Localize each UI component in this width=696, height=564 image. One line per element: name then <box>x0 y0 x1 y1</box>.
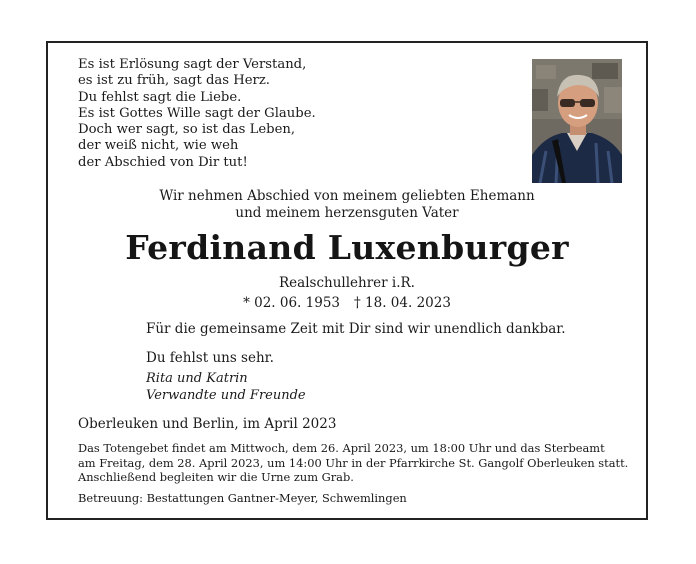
intro-line: und meinem herzensguten Vater <box>235 205 459 221</box>
poem-line: Es ist Erlösung sagt der Verstand, <box>78 57 307 72</box>
profession: Realschullehrer i.R. <box>279 275 415 291</box>
service-info <box>78 441 638 485</box>
service-line: Anschließend begleiten wir die Urne zum Grab. <box>78 470 354 484</box>
life-dates <box>48 295 646 311</box>
service-line: am Freitag, dem 28. April 2023, um 14:00 Uhr in der Pfarrkirche St. Gangolf Oberleuken statt. <box>78 455 629 470</box>
poem-line: Du fehlst sagt die Liebe. <box>78 89 242 105</box>
poem-line: der weiß nicht, wie weh <box>78 138 239 154</box>
poem <box>78 57 316 171</box>
undertaker-info: Betreuung: Bestattungen Gantner-Meyer, Schwemlingen <box>78 491 407 505</box>
birth-date: * 02. 06. 1953 <box>243 295 340 311</box>
mourner-line: Verwandte und Freunde <box>146 387 306 403</box>
poem-line: es ist zu früh, sagt das Herz. <box>78 73 271 89</box>
miss-text: Du fehlst uns sehr. <box>146 350 274 366</box>
service-line: Das Totengebet findet am Mittwoch, dem 26. April 2023, um 18:00 Uhr und das Sterbeamt <box>78 441 605 455</box>
obituary-frame <box>46 41 648 520</box>
intro-text <box>48 188 646 222</box>
deceased-name: Ferdinand Luxenburger <box>125 228 569 267</box>
poem-line: der Abschied von Dir tut! <box>78 154 248 170</box>
mourners <box>146 371 306 404</box>
death-date: † 18. 04. 2023 <box>354 295 451 311</box>
place-date: Oberleuken und Berlin, im April 2023 <box>78 416 337 432</box>
portrait-photo <box>532 59 622 183</box>
mourner-line: Rita und Katrin <box>146 371 248 386</box>
thanks-text: Für die gemeinsame Zeit mit Dir sind wir unendlich dankbar. <box>146 321 566 337</box>
intro-line: Wir nehmen Abschied von meinem geliebten Ehemann <box>159 188 535 204</box>
poem-line: Es ist Gottes Wille sagt der Glaube. <box>78 105 316 121</box>
poem-line: Doch wer sagt, so ist das Leben, <box>78 122 296 138</box>
